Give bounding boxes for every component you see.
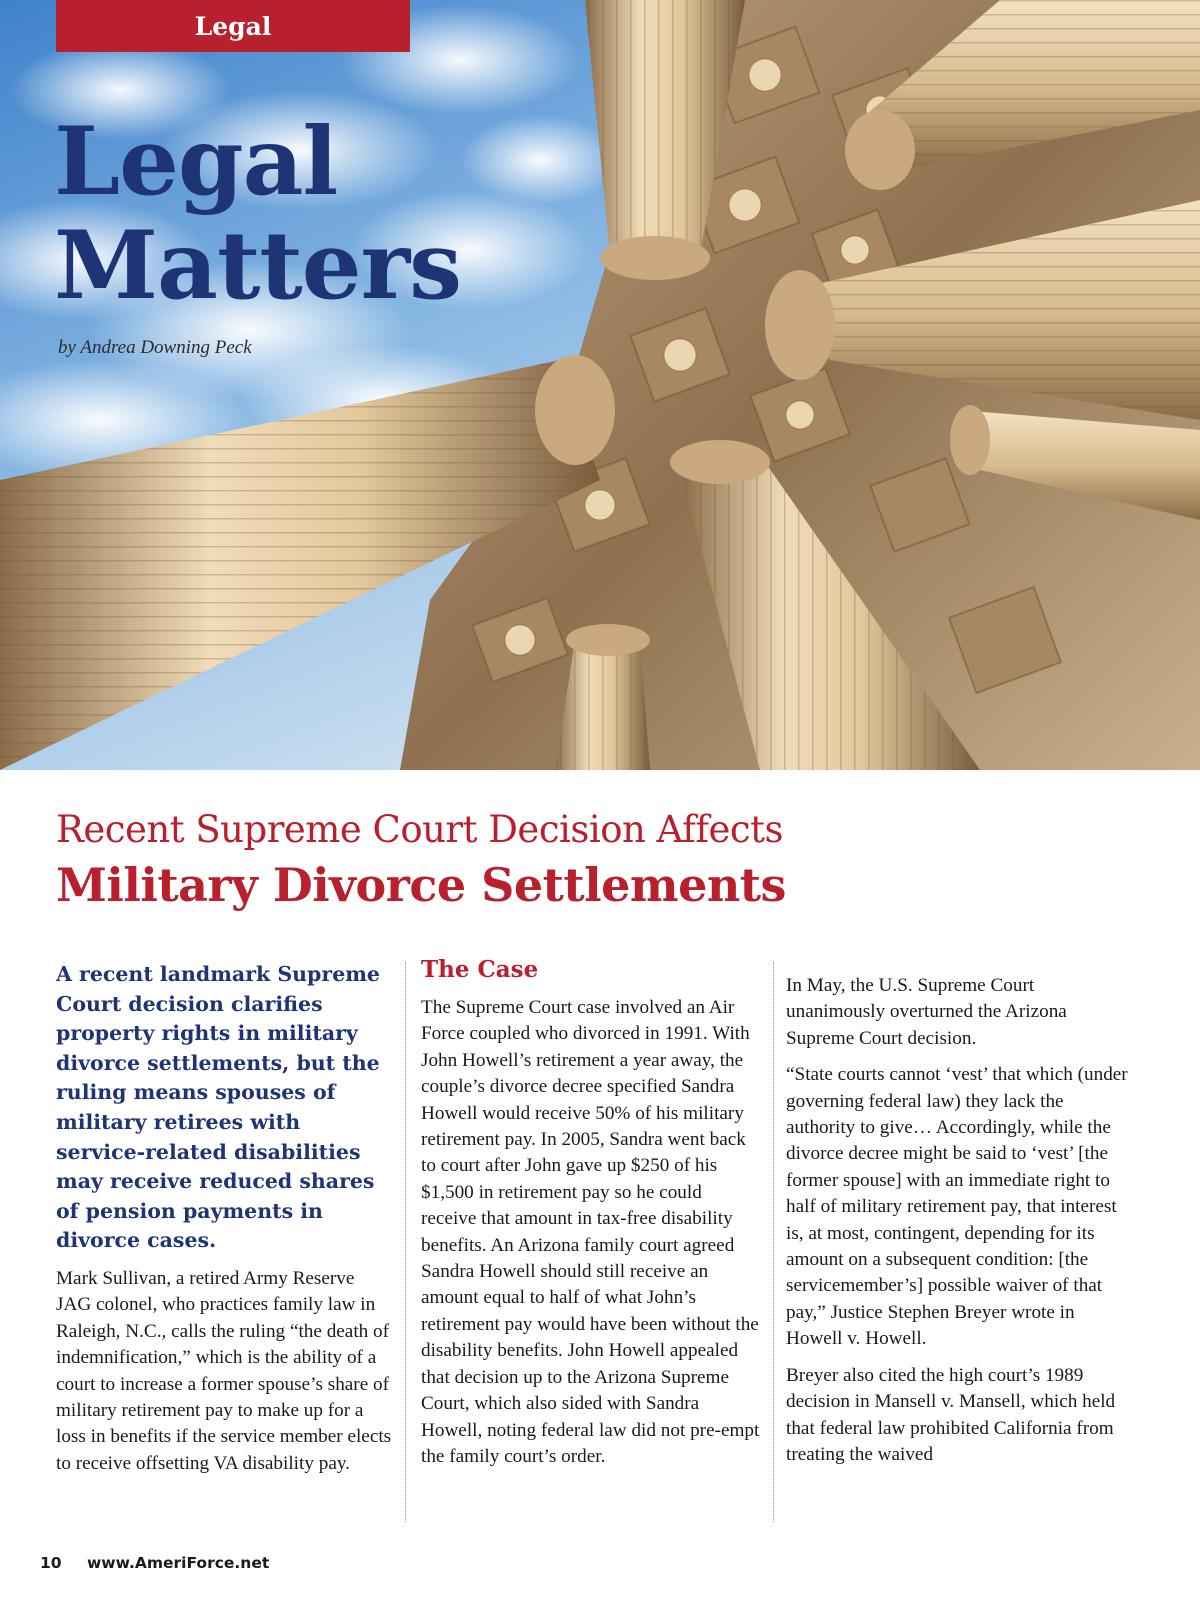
column-divider bbox=[405, 962, 406, 1522]
column2-paragraph-1: The Supreme Court case involved an Air Force coupled who divorced in 1991. With John Howell’s retirement a year away, the couple’s divorce decree specified Sandra Howell would receive 50% of his military retirement pay. In 2005, Sandra went back to court after John gave up $250 of his $1,500 in retirement pay so he could receive that amount in tax-free disability benefits. An Arizona family court agreed Sandra Howell should still receive an amount equal to half of what John’s retirement pay would have been without the disability benefits. John Howell appealed that decision up to the Arizona Supreme Court, which also sided with Sandra Howell, noting federal law did not pre-empt the family court’s order. bbox=[421, 997, 760, 1467]
article-column-1 bbox=[56, 960, 392, 1535]
page-footer bbox=[40, 1554, 269, 1572]
column3-paragraph-1: In May, the U.S. Supreme Court unanimously overturned the Arizona Supreme Court decision. bbox=[786, 975, 1067, 1049]
article-column-2 bbox=[421, 955, 761, 1530]
title-line-2: Matters bbox=[54, 211, 462, 321]
article-kicker: Recent Supreme Court Decision Affects bbox=[56, 808, 783, 851]
subhead-the-case: The Case bbox=[421, 956, 539, 983]
hero-photo bbox=[0, 0, 1200, 770]
title-line-1: Legal bbox=[54, 107, 338, 217]
website-link[interactable]: www.AmeriForce.net bbox=[86, 1554, 270, 1572]
column3-paragraph-3: Breyer also cited the high court’s 1989 decision in Mansell v. Mansell, which held that federal law prohibited California from treating the waived bbox=[786, 1364, 1116, 1465]
article-deck: A recent landmark Supreme Court decision clarifies property rights in military divorce settlements, but the ruling means spouses of military retirees with service-related disabilities may receive reduced shares of pension payments in divorce cases. bbox=[56, 962, 380, 1253]
byline: by Andrea Downing Peck bbox=[58, 337, 252, 358]
article-headline: Military Divorce Settlements bbox=[56, 858, 786, 912]
column3-paragraph-2: “State courts cannot ‘vest’ that which (under governing federal law) they lack the authority to give… Accordingly, while the divorce decree might be said to ‘vest’ [the former spouse] with an immediate right to half of military retirement pay, that interest is, at most, contingent, depending for its amount on a subsequent condition: [the servicemember’s] possible waiver of that pay,” Justice Stephen Breyer wrote in Howell v. Howell. bbox=[786, 1064, 1128, 1350]
column-divider bbox=[773, 962, 774, 1522]
page-number: 10 bbox=[40, 1554, 62, 1572]
page-title bbox=[54, 107, 462, 321]
column1-paragraph-1: Mark Sullivan, a retired Army Reserve JAG colonel, who practices family law in Raleigh, N.C., calls the ruling “the death of indemnification,” which is the ability of a court to increase a former spouse’s share of military retirement pay to make up for a loss in benefits if the service member elects to receive offsetting VA disability pay. bbox=[56, 1267, 392, 1474]
section-label: Legal bbox=[56, 0, 410, 52]
article-column-3 bbox=[786, 973, 1131, 1548]
